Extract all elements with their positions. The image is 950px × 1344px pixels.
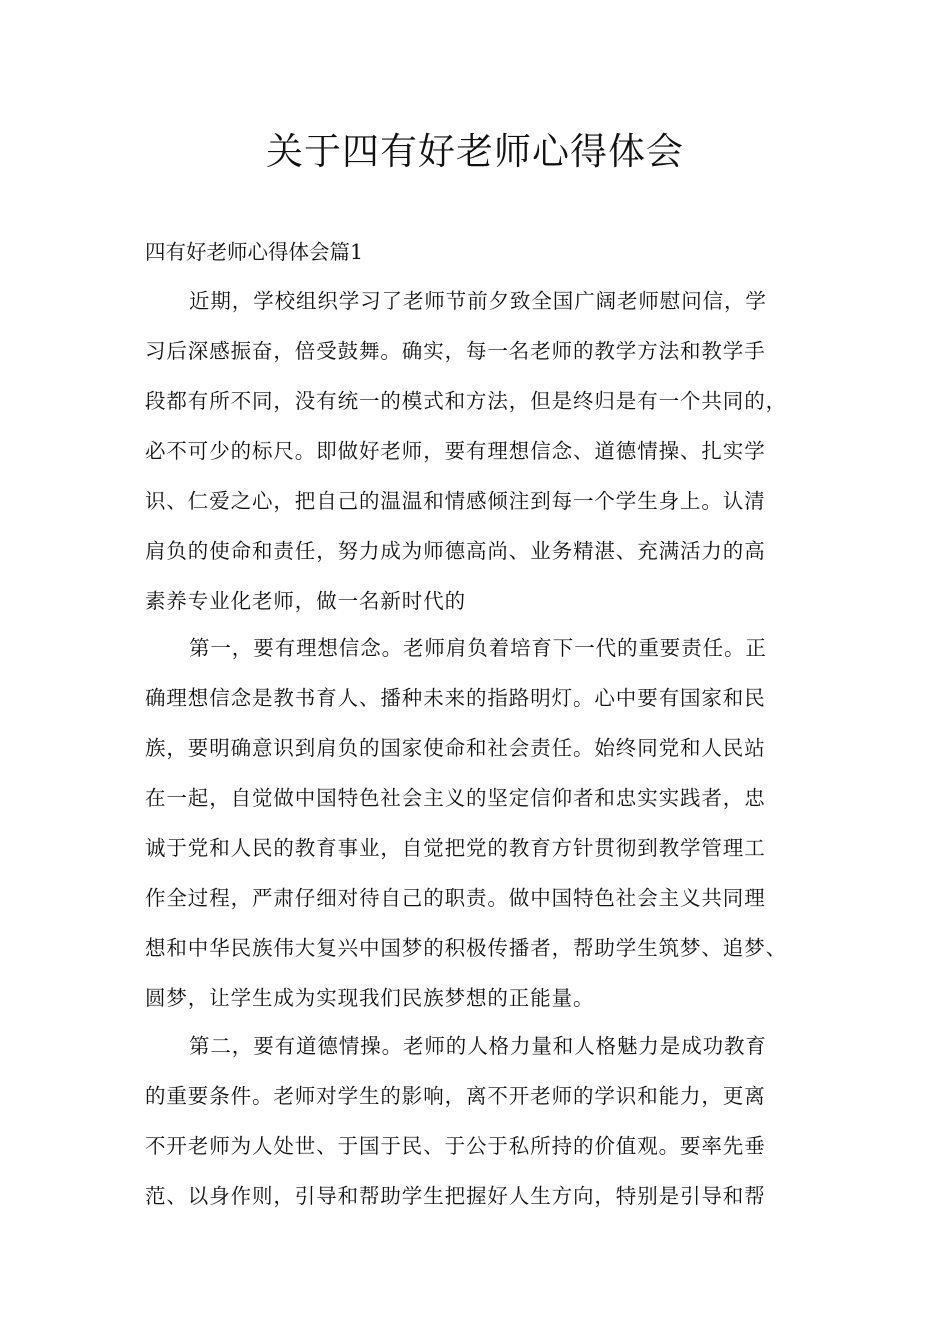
paragraph-line: 在一起，自觉做中国特色社会主义的坚定信仰者和忠实实践者，忠 xyxy=(145,786,766,810)
paragraph-line: 的重要条件。老师对学生的影响，离不开老师的学识和能力，更离 xyxy=(145,1084,766,1108)
paragraph-line: 第一，要有理想信念。老师肩负着培育下一代的重要责任。正 xyxy=(189,636,767,660)
paragraph-line: 必不可少的标尺。即做好老师，要有理想信念、道德情操、扎实学 xyxy=(145,439,766,463)
paragraph-line: 段都有所不同，没有统一的模式和方法，但是终归是有一个共同的， xyxy=(145,389,787,413)
paragraph-line: 确理想信念是教书育人、播种未来的指路明灯。心中要有国家和民 xyxy=(145,686,766,710)
paragraph-line: 习后深感振奋，倍受鼓舞。确实，每一名老师的教学方法和教学手 xyxy=(145,339,766,363)
paragraph-line: 作全过程，严肃仔细对待自己的职责。做中国特色社会主义共同理 xyxy=(145,886,766,910)
paragraph-line: 识、仁爱之心，把自己的温温和情感倾注到每一个学生身上。认清 xyxy=(145,489,766,513)
paragraph-3 xyxy=(145,1021,825,1221)
paragraph-line: 第二，要有道德情操。老师的人格力量和人格魅力是成功教育 xyxy=(189,1034,767,1058)
paragraph-line: 肩负的使命和责任，努力成为师德高尚、业务精湛、充满活力的高 xyxy=(145,539,766,563)
paragraph-line: 近期，学校组织学习了老师节前夕致全国广阔老师慰问信，学 xyxy=(189,289,767,313)
paragraph-line: 想和中华民族伟大复兴中国梦的积极传播者，帮助学生筑梦、追梦、 xyxy=(145,936,787,960)
section-heading: 四有好老师心得体会篇1 xyxy=(145,240,364,264)
paragraph-line: 素养专业化老师，做一名新时代的 xyxy=(145,589,466,613)
paragraph-line: 圆梦，让学生成为实现我们民族梦想的正能量。 xyxy=(145,986,595,1010)
paragraph-line: 族，要明确意识到肩负的国家使命和社会责任。始终同党和人民站 xyxy=(145,736,766,760)
paragraph-line: 诚于党和人民的教育事业，自觉把党的教育方针贯彻到教学管理工 xyxy=(145,836,766,860)
paragraph-2 xyxy=(145,623,825,1023)
paragraph-line: 范、以身作则，引导和帮助学生把握好人生方向，特别是引导和帮 xyxy=(145,1184,766,1208)
paragraph-line: 不开老师为人处世、于国于民、于公于私所持的价值观。要率先垂 xyxy=(145,1134,766,1158)
document-title: 关于四有好老师心得体会 xyxy=(266,130,684,173)
paragraph-1 xyxy=(145,276,825,626)
